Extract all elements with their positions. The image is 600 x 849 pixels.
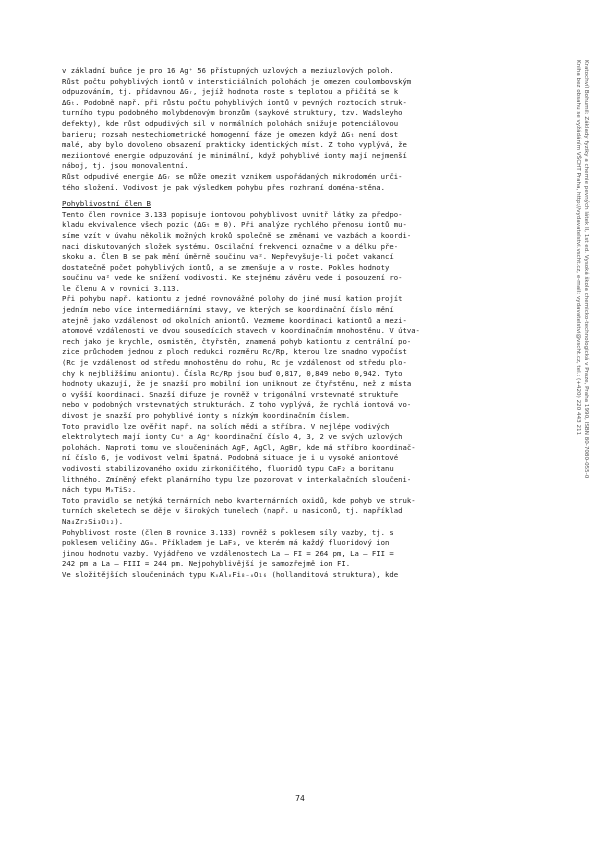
page-number: 74 bbox=[295, 794, 305, 803]
paragraph: Pohyblivost roste (člen B rovnice 3.133) rovněž s poklesem síly vazby, tj. s poklesem veličiny ΔGₘ. Příkladem je LaF₃, ve kterém má každý fluoridový ion jinou hodnotu vazby. Vyjádřeno ve vzdálenostech La – FI = 264 pm, La – FII = 242 pm a La – FIII = 244 pm. Nejpohyblivější je samozřejmě ion FI. bbox=[62, 527, 394, 569]
paragraph: Tento člen rovnice 3.133 popisuje iontovou pohyblivost uvnitř látky za předpo- kladu ekvivalence všech pozic (ΔGₜ ≅ 0). Při analýze rychlého přenosu iontů mu- síme vzít v úvahu několik možných kroků společně se změnami ve vazbách a koordi- naci diskutovaných složek systému. Oscilační frekvenci označme ν a délku pře- skoku a. Člen B se pak mění úměrně součinu νa². Nepřevyšuje-li počet vakancí dostatečně počet pohyblivých iontů, a se zmenšuje a ν roste. Pokles hodnoty součinu νa² vede ke snížení vodivosti. Ke stejnému závěru vede i posouzení ro- le členu A v rovnici 3.113. bbox=[62, 209, 412, 293]
paragraph: Při pohybu např. kationtu z jedné rovnovážné polohy do jiné musí kation projít jedním nebo více intermediárními stavy, ve kterých se koordinační číslo mění atejně jako vzdálenost od okolních aniontů. Vezmeme koordinaci kationtů a mezi- atomové vzdálenosti ve dvou sousedících stavech v koordinačním mnohostěnu. V útva- rech jako je krychle, osmistěn, čtyřstěn, znamená pohyb kationtu z centrální po- zice průchodem jednou z ploch redukci rozměru Rc/Rp, kterou lze snadno vypočíst (Rc je vzdálenost od středu mnohostěnu do rohu, Rc je vzdálenost od středu plo- chy k nejbližšímu aniontu). Čísla Rc/Rp jsou buď 0,817, 0,849 nebo 0,942. Tyto hodnoty ukazují, že je snazší pro mobilní ion uniknout ze čtyřstěnu, než z místa o vyšší koordinaci. Snazší difuze je rovněž v trigonální vrstevnaté struktuře nebo v podobných vrstevnatých strukturách. Z toho vyplývá, že rychlá iontová vo- divost je snazší pro pohyblivé ionty s nízkým koordinačním číslem. bbox=[62, 294, 420, 420]
paragraph: Toto pravidlo lze ověřit např. na solích mědi a stříbra. V nejlépe vodivých elektrolytech mají ionty Cu⁺ a Ag⁺ koordinační číslo 4, 3, 2 ve svých uzlových polohách. Naproti tomu ve sloučeninách AgF, AgCl, AgBr, kde má stříbro koordinač- ní číslo 6, je vodivost velmi špatná. Podobná situace je i u vysoké aniontové vodivosti stabilizovaného oxidu zirkoničitého, fluoridů typu CaF₂ a boritanu lithného. Zmíněný efekt planárního typu lze pozorovat v interkalačních sloučeni- nách typu MₓTiS₂. bbox=[62, 421, 416, 495]
body-text bbox=[62, 66, 550, 581]
section-heading: Pohyblivostní člen B bbox=[62, 199, 151, 209]
paragraph: v základní buňce je pro 16 Ag⁺ 56 přístupných uzlových a meziuzlových poloh. Růst počtu pohyblivých iontů v intersticiálních polohách je omezen coulombovským odpuzováním, tj. přídavnou ΔGᵣ, jejíž hodnota roste s teplotou a přičítá se k ΔGₜ. Podobně např. při růstu počtu pohyblivých iontů v pevných roztocích struk- turního typu podobného molybdenovým bronzům (saykové struktury, tzv. Wadsleyho defekty), kde růst odpudivých sil v normálních polohách snižuje potenciálovou barieru; rozsah nestechiometrické homogenní fáze je omezen když ΔGₜ není dost malé, aby bylo dovoleno obsazení prakticky identických míst. Z toho vyplývá, že meziiontové energie odpuzování je minimální, když pohyblivé ionty mají nejmenší náboj, tj. jsou monovalentní. bbox=[62, 66, 412, 171]
paragraph: Ve složitějších sloučeninách typu KₓAlₓFi₈₋ₓO₁₆ (hollanditová struktura), kde bbox=[62, 569, 399, 579]
paragraph: Růst odpudivé energie ΔGᵣ se může omezit vznikem uspořádaných mikrodomén urči- tého složení. Vodivost je pak výsledkem pohybu přes rozhraní doména-stěna. bbox=[62, 171, 403, 192]
margin-note bbox=[568, 60, 592, 580]
margin-note-text: Kratochvíl Bohumil: Základy fyziky a chemie pevných látek II, 1st ed. Vysoká škola chemicko-technologická v Praze, Praha 1990, ISBN 80-7080-055-0 Kniha bez obsahu se vyžádáním VŠCHT Praha, http://vydavatelstvi.vscht.cz, e-mail: vydavatelstvi@vscht.cz, tel.: (+420) 220 443 211 bbox=[575, 60, 589, 479]
paragraph: Toto pravidlo se netýká ternárních nebo kvarternárních oxidů, kde pohyb ve struk- turních skeletech se děje v širokých tunelech (např. u nasiconů, tj. například Na₄Zr₂Si₃O₁₂). bbox=[62, 495, 416, 526]
